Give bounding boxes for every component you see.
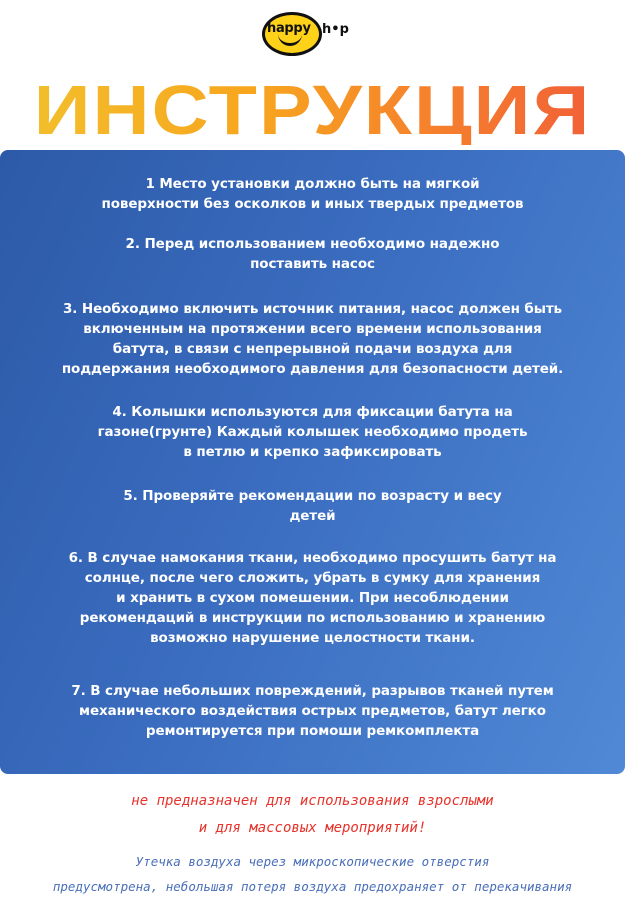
- note-line-1: Утечка воздуха через микроскопические отверстия: [135, 854, 490, 869]
- warning-line-2: и для массовых мероприятий!: [198, 820, 427, 836]
- instruction-item-1: 1 Место установки должно быть на мягкой поверхности без осколков и иных твердых предметов: [101, 176, 524, 212]
- instructions-panel: [0, 150, 625, 774]
- note-line-2: предусмотрена, небольшая потеря воздуха предохраняет от перекачивания: [52, 879, 573, 894]
- instruction-item-7: 7. В случае небольших повреждений, разрывов тканей путем механического воздействия острых предметов, батут легко ремонтируется при помоши ремкомплекта: [71, 683, 554, 739]
- happy-hop-logo: [262, 12, 362, 56]
- logo-word-happy: happy: [267, 21, 311, 36]
- instruction-item-6: 6. В случае намокания ткани, необходимо просушить батут на солнце, после чего сложить, убрать в сумку для хранения и хранить в сухом помешении. При несоблюдении рекомендаций в инструкции по использованию и хранению возможно нарушение целостности ткани.: [68, 550, 557, 646]
- instruction-item-4: 4. Колышки используются для фиксации батута на газоне(грунте) Каждый колышек необходимо продеть в петлю и крепко зафиксировать: [97, 404, 528, 460]
- instruction-item-5: 5. Проверяйте рекомендации по возрасту и весу детей: [123, 488, 502, 524]
- logo-word-hop: h•p: [322, 22, 349, 37]
- page-title: ИНСТРУКЦИЯ: [0, 75, 625, 145]
- instruction-item-2: 2. Перед использованием необходимо надежно поставить насос: [125, 236, 500, 272]
- instruction-item-3: 3. Необходимо включить источник питания, насос должен быть включенным на протяжении всего времени использования батута, в связи с непрерывной подачи воздуха для поддержания необходимого давления для безопасности детей.: [61, 301, 564, 377]
- warning-line-1: не предназначен для использования взрослыми: [131, 793, 494, 809]
